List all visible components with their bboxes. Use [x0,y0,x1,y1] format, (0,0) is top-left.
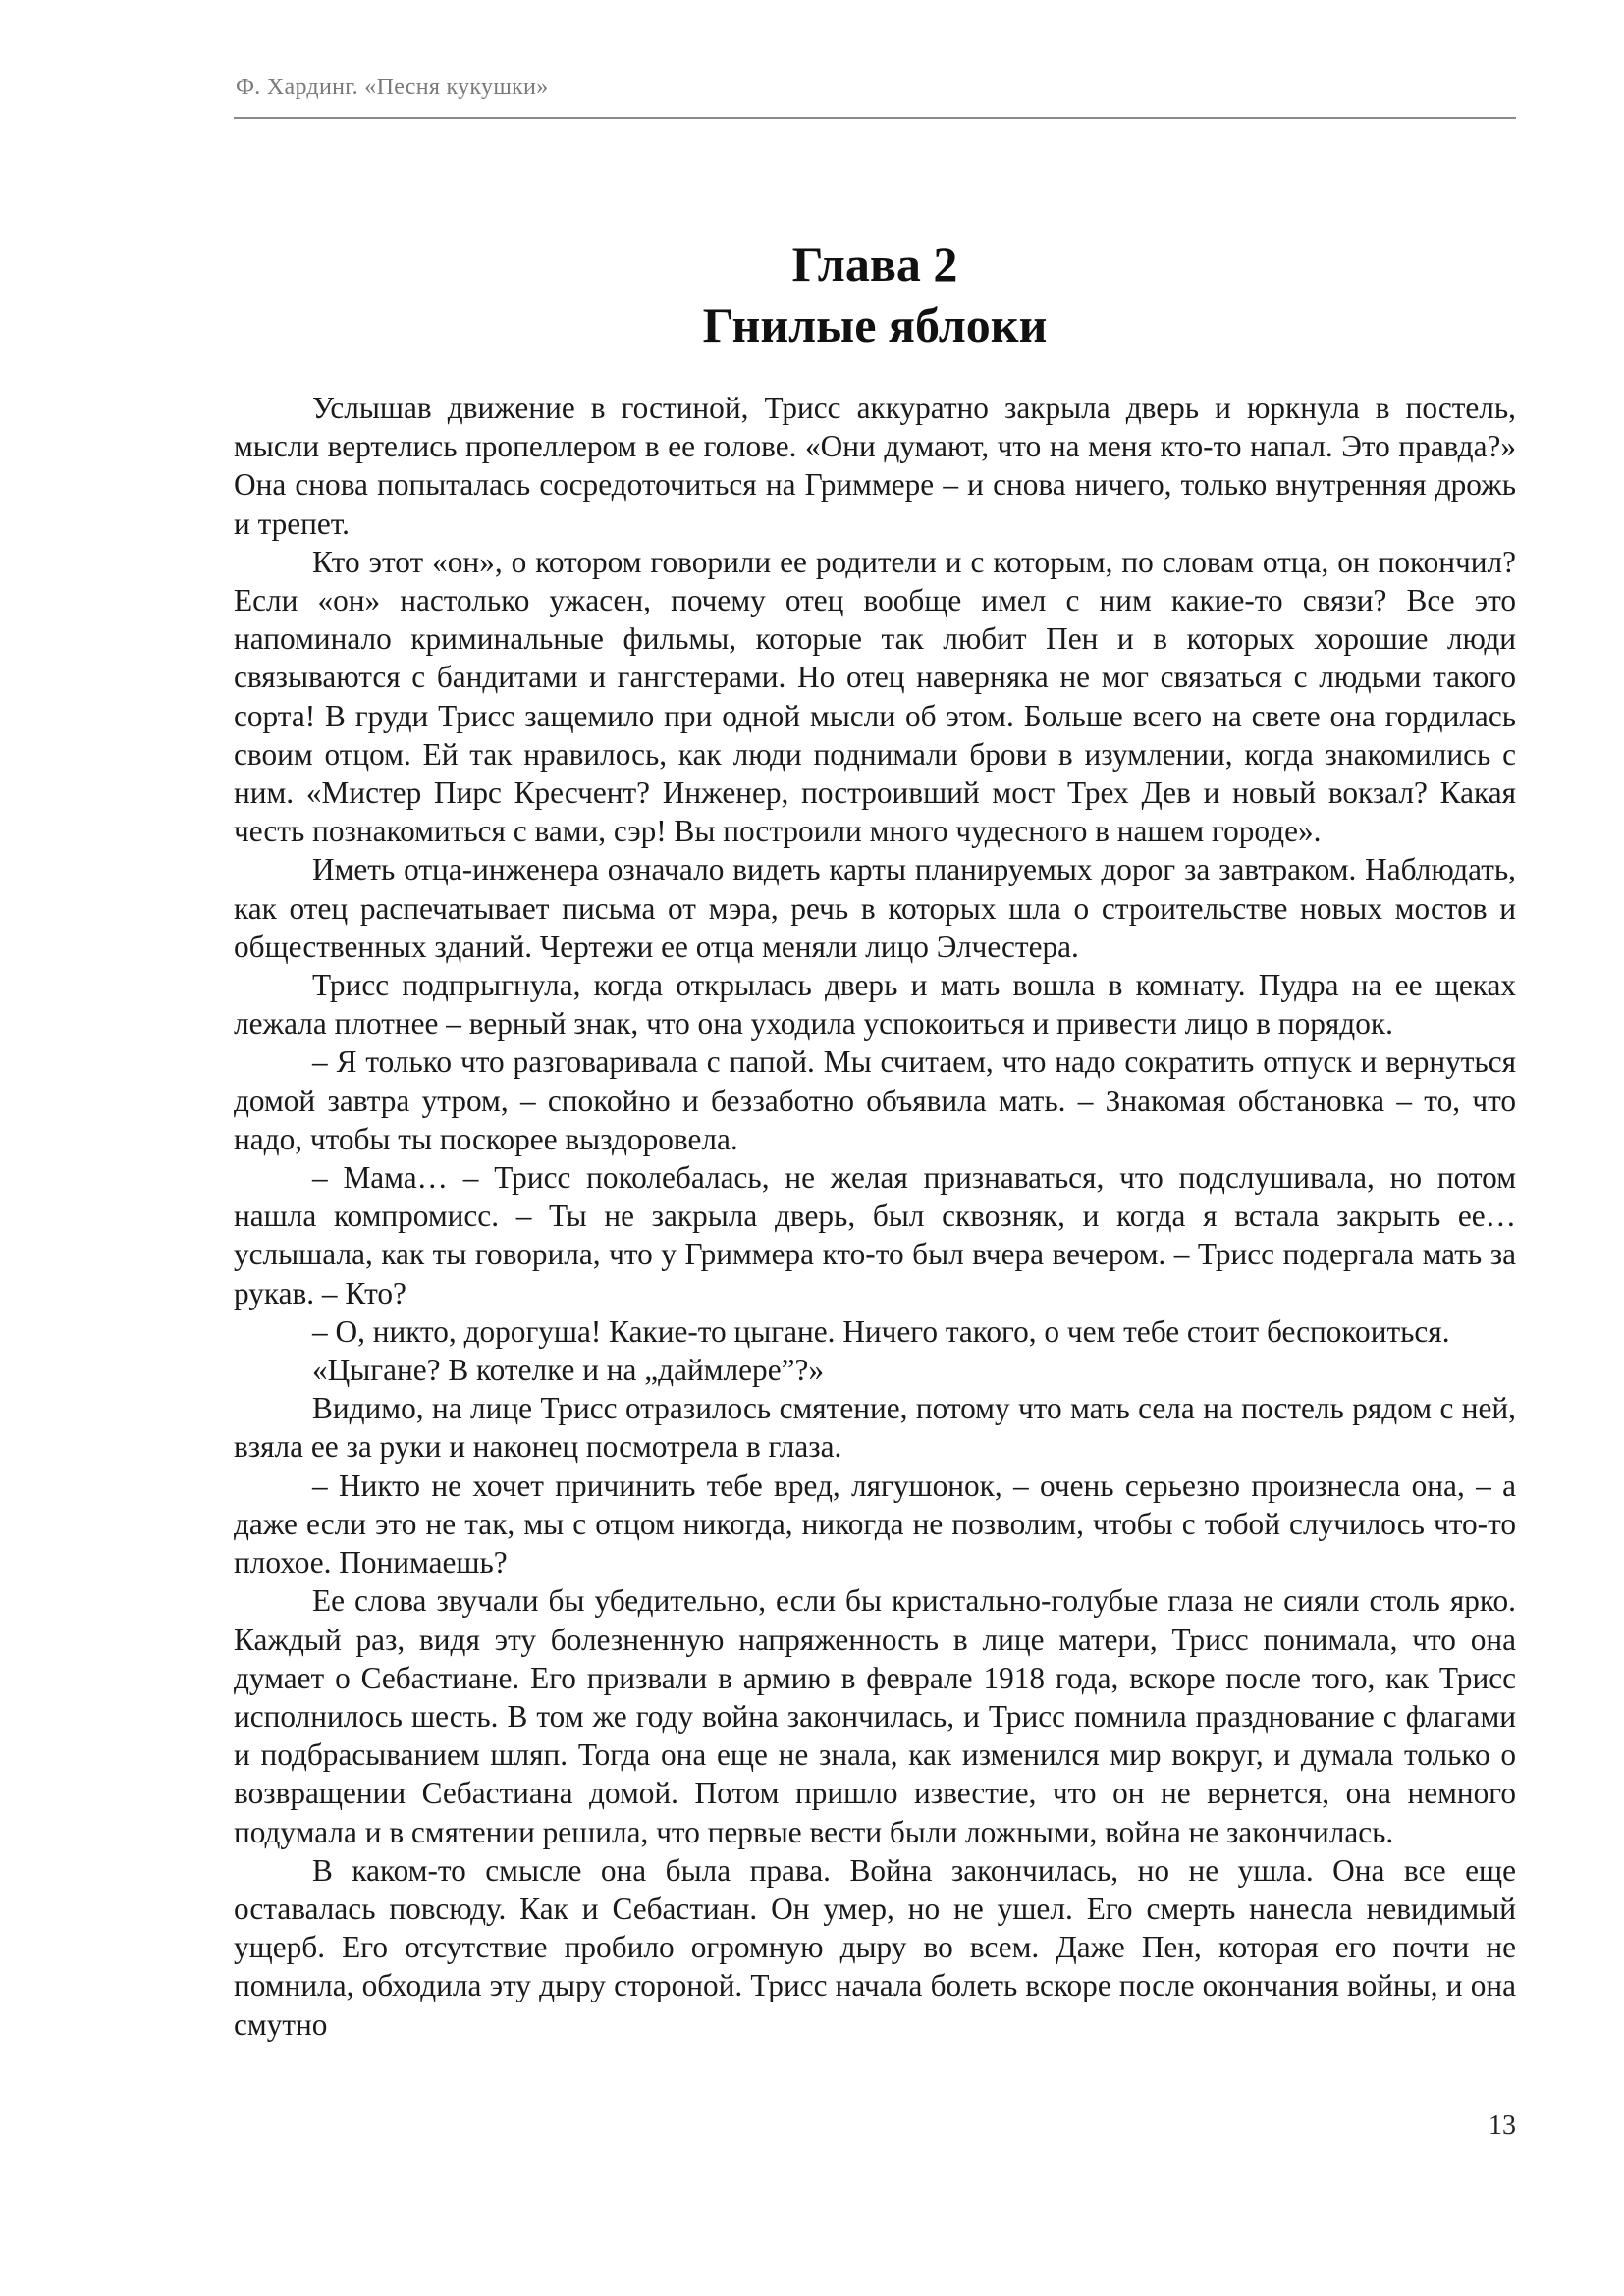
chapter-title: Гнилые яблоки [702,297,1048,352]
paragraph: В каком-то смысле она была права. Война закончилась, но не ушла. Она все еще оставалась повсюду. Как и Себастиан. Он умер, но не ушел. Его смерть нанесла невидимый ущерб. Его отсутствие пробило огромную дыру во всем. Даже Пен, которая его почти не помнила, обходила эту дыру стороной. Трисс начала болеть вскоре после окончания войны, и она смутно [234,1852,1516,2042]
paragraph: Трисс подпрыгнула, когда открылась дверь и мать вошла в комнату. Пудра на ее щеках лежала плотнее – верный знак, что она уходила успокоиться и привести лицо в порядок. [234,968,1516,1041]
paragraph: – О, никто, дорогуша! Какие-то цыгане. Ничего такого, о чем тебе стоит беспокоиться. [312,1313,1450,1349]
paragraph: – Я только что разговаривала с папой. Мы считаем, что надо сократить отпуск и вернуться домой завтра утром, – спокойно и беззаботно объявила мать. – Знакомая обстановка – то, что надо, чтобы ты поскорее выздоровела. [234,1044,1516,1156]
paragraph: Кто этот «он», о котором говорили ее родители и с которым, по словам отца, он покончил? Если «он» настолько ужасен, почему отец вообще имел с ним какие-то связи? Все это напоминало криминальные фильмы, которые так любит Пен и в которых хорошие люди связываются с бандитами и гангстерами. Но отец наверняка не мог связаться с людьми такого сорта! В груди Трисс защемило при одной мысли об этом. Больше всего на свете она гордилась своим отцом. Ей так нравилось, как люди поднимали брови в изумлении, когда знакомились с ним. «Мистер Пирс Кресчент? Инженер, построивший мост Трех Дев и новый вокзал? Какая честь познакомиться с вами, сэр! Вы построили много чудесного в нашем городе». [234,544,1516,849]
paragraph: Ее слова звучали бы убедительно, если бы кристально-голубые глаза не сияли столь ярко. Каждый раз, видя эту болезненную напряженность в лице матери, Трисс понимала, что она думает о Себастиане. Его призвали в армию в феврале 1918 года, вскоре после того, как Трисс исполнилось шесть. В том же году война закончилась, и Трисс помнила празднование с флагами и подбрасыванием шляп. Тогда она еще не знала, как изменился мир вокруг, и думала только о возвращении Себастиана домой. Потом пришло известие, что он не вернется, она немного подумала и в смятении решила, что первые вести были ложными, война не закончилась. [234,1583,1516,1849]
chapter-number: Глава 2 [791,237,958,292]
paragraph: Иметь отца-инженера означало видеть карты планируемых дорог за завтраком. Наблюдать, как отец распечатывает письма от мэра, речь в которых шла о строительстве новых мостов и общественных зданий. Чертежи ее отца меняли лицо Элчестера. [234,852,1516,964]
running-head: Ф. Хардинг. «Песня кукушки» [236,75,549,100]
page-number: 13 [1489,2110,1516,2141]
paragraph: «Цыгане? В котелке и на „даймлере”?» [312,1353,825,1388]
chapter-body [234,389,1516,2044]
paragraph: – Никто не хочет причинить тебе вред, лягушонок, – очень серьезно произнесла она, – а даже если это не так, мы с отцом никогда, никогда не позволим, чтобы с тобой случилось что-то плохое. Понимаешь? [234,1468,1516,1580]
chapter-heading [234,234,1516,355]
paragraph: – Мама… – Трисс поколебалась, не желая признаваться, что подслушивала, но потом нашла компромисс. – Ты не закрыла дверь, был сквозняк, и когда я встала закрыть ее… услышала, как ты говорила, что у Гриммера кто-то был вчера вечером. – Трисс подергала мать за рукав. – Кто? [234,1160,1516,1310]
paragraph: Услышав движение в гостиной, Трисс аккуратно закрыла дверь и юркнула в постель, мысли вертелись пропеллером в ее голове. «Они думают, что на меня кто-то напал. Это правда?» Она снова попыталась сосредоточиться на Гриммере – и снова ничего, только внутренняя дрожь и трепет. [234,391,1516,541]
header-divider [234,117,1516,119]
paragraph: Видимо, на лице Трисс отразилось смятение, потому что мать села на постель рядом с ней, взяла ее за руки и наконец посмотрела в глаза. [234,1391,1516,1465]
